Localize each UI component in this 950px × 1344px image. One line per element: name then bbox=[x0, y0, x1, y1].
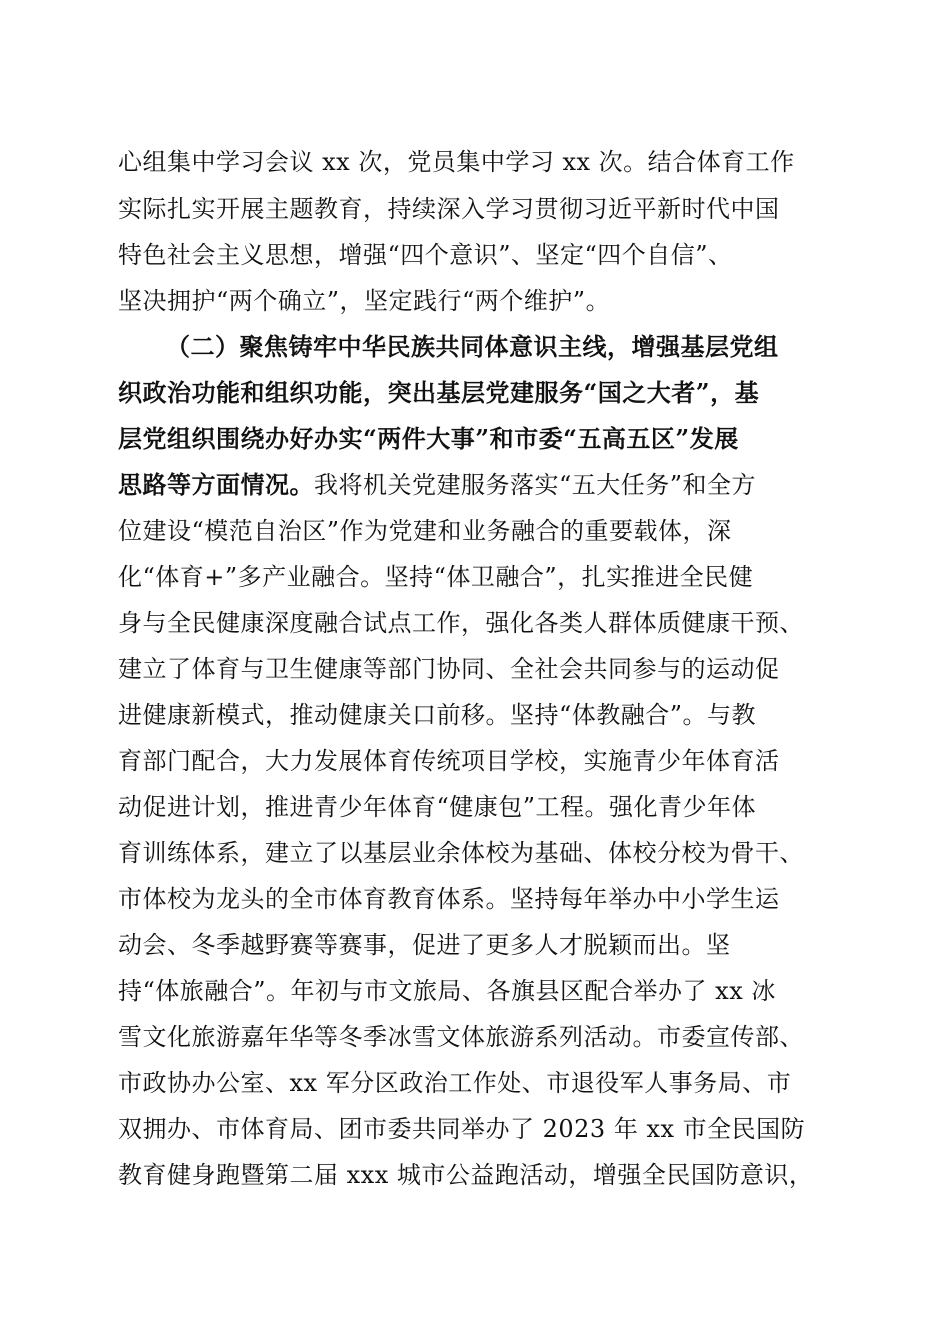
text-line-23: 教育健身跑暨第二届 xxx 城市公益跑活动，增强全民国防意识， bbox=[118, 1161, 814, 1189]
text-line-19: 持“体旅融合”。年初与市文旅局、各旗县区配合举办了 xx 冰 bbox=[118, 977, 776, 1005]
text-line-2: 实际扎实开展主题教育，持续深入学习贯彻习近平新时代中国 bbox=[118, 195, 780, 223]
text-line-22: 双拥办、市体育局、团市委共同举办了 2023 年 xx 市全民国防 bbox=[118, 1115, 806, 1143]
section-heading-tail: 思路等方面情况。 bbox=[118, 470, 314, 499]
text-line-21: 市政协办公室、xx 军分区政治工作处、市退役军人事务局、市 bbox=[118, 1069, 792, 1097]
text-line-13: 进健康新模式，推动健康关口前移。坚持“体教融合”。与教 bbox=[118, 701, 757, 729]
text-line-15: 动促进计划，推进青少年体育“健康包”工程。强化青少年体 bbox=[118, 793, 757, 821]
text-line-1: 心组集中学习会议 xx 次，党员集中学习 xx 次。结合体育工作 bbox=[118, 148, 795, 176]
text-line-12: 建立了体育与卫生健康等部门协同、全社会共同参与的运动促 bbox=[118, 655, 780, 683]
text-line-17: 市体校为龙头的全市体育教育体系。坚持每年举办中小学生运 bbox=[118, 885, 780, 913]
text-line-8-rest: 我将机关党建服务落实“五大任务”和全方 bbox=[314, 471, 757, 499]
text-line-10: 化“体育+”多产业融合。坚持“体卫融合”，扎实推进全民健 bbox=[118, 563, 754, 591]
text-line-20: 雪文化旅游嘉年华等冬季冰雪文体旅游系列活动。市委宣传部、 bbox=[118, 1023, 804, 1051]
text-line-18: 动会、冬季越野赛等赛事，促进了更多人才脱颖而出。坚 bbox=[118, 931, 731, 959]
section-heading-line-2: 织政治功能和组织功能，突出基层党建服务“国之大者”，基 bbox=[118, 378, 760, 407]
text-line-11: 身与全民健康深度融合试点工作，强化各类人群体质健康干预、 bbox=[118, 609, 804, 637]
text-line-16: 育训练体系，建立了以基层业余体校为基础、体校分校为骨干、 bbox=[118, 839, 804, 867]
section-heading-line-1: （二）聚焦铸牢中华民族共同体意识主线，增强基层党组 bbox=[166, 332, 779, 361]
text-line-14: 育部门配合，大力发展体育传统项目学校，实施青少年体育活 bbox=[118, 747, 780, 775]
section-heading-line-3: 层党组织围绕办好办实“两件大事”和市委“五高五区”发展 bbox=[118, 424, 739, 453]
text-line-9: 位建设“模范自治区”作为党建和业务融合的重要载体，深 bbox=[118, 517, 732, 545]
text-line-8 bbox=[118, 465, 756, 505]
text-line-4: 坚决拥护“两个确立”，坚定践行“两个维护”。 bbox=[118, 287, 611, 315]
text-line-3: 特色社会主义思想，增强“四个意识”、坚定“四个自信”、 bbox=[118, 241, 733, 269]
